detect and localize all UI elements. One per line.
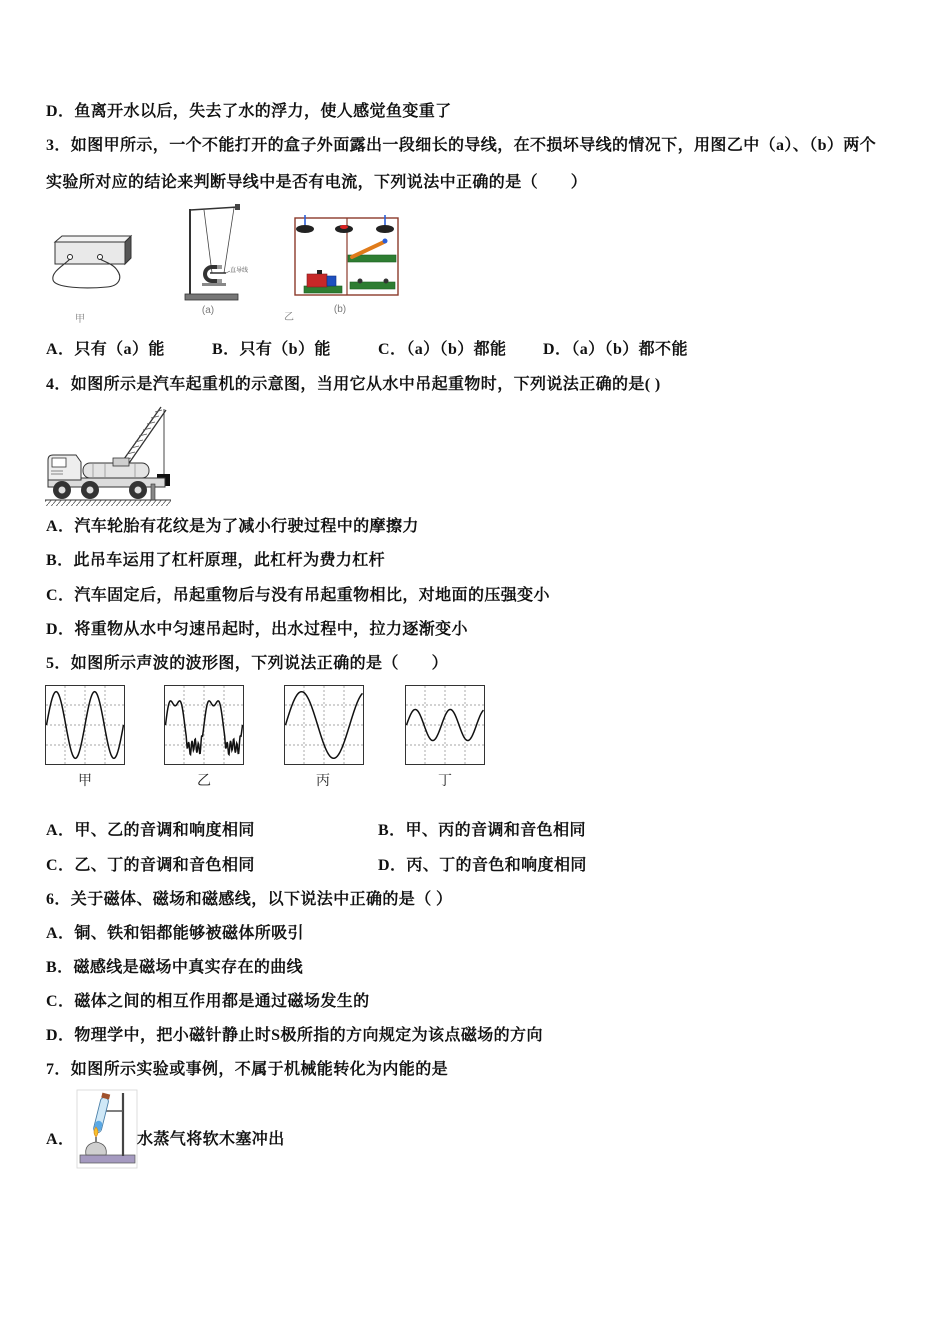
suspension-string-left — [204, 210, 212, 273]
u-magnet — [205, 267, 222, 281]
terminal-marker-middle — [340, 225, 348, 229]
suspension-string-right — [224, 208, 234, 273]
q4-option-c: C．汽车固定后，吊起重物后与没有吊起重物相比，对地面的压强变小 — [46, 587, 550, 604]
waveform-label-yi: 乙 — [197, 772, 211, 788]
lower-green-board — [350, 282, 395, 289]
box-terminal-left — [68, 255, 73, 260]
box-top-face — [55, 236, 131, 242]
stand-base — [185, 294, 238, 300]
waveform-bing — [284, 685, 364, 765]
q7-option-a-text: 水蒸气将软木塞冲出 — [137, 1131, 285, 1148]
figure-label-b: (b) — [333, 304, 347, 315]
binding-post-right — [376, 225, 394, 233]
battery-end — [327, 276, 336, 286]
wheel-middle-hub — [87, 487, 94, 494]
figure-label-yi: 乙 — [284, 312, 294, 323]
lower-post-left — [358, 279, 363, 284]
waveform-label-ding: 丁 — [438, 772, 452, 788]
waveform-yi — [164, 685, 244, 765]
q5-stem: 5．如图所示声波的波形图，下列说法正确的是（ ） — [46, 655, 449, 672]
waveform-label-jia: 甲 — [78, 772, 92, 788]
q3-option-a: A．只有（a）能 — [46, 341, 165, 358]
q5-option-a: A．甲、乙的音调和响度相同 — [46, 822, 255, 839]
crane-truck-figure — [43, 402, 175, 508]
q7-option-a-label: A． — [46, 1131, 75, 1148]
battery-terminal — [317, 270, 322, 274]
q3-option-b: B．只有（b）能 — [212, 341, 331, 358]
cab-window — [52, 458, 66, 467]
outrigger-leg — [151, 484, 155, 500]
alcohol-lamp — [86, 1142, 107, 1155]
q6-option-d: D．物理学中，把小磁针静止时S极所指的方向规定为该点磁场的方向 — [46, 1027, 543, 1044]
stand-clamp — [235, 204, 240, 210]
q7-stem: 7．如图所示实验或事例，不属于机械能转化为内能的是 — [46, 1061, 449, 1078]
magnet-platform — [202, 283, 226, 286]
steam-cork-figure — [76, 1089, 138, 1169]
stand-arm — [190, 207, 238, 210]
boom-base — [113, 458, 129, 466]
box-front-face — [55, 242, 125, 264]
stand-platform — [80, 1155, 135, 1163]
battery-body — [307, 274, 327, 287]
q6-option-a: A．铜、铁和铝都能够被磁体所吸引 — [46, 925, 304, 942]
q4-option-d: D．将重物从水中匀速吊起时，出水过程中，拉力逐渐变小 — [46, 621, 468, 638]
q2-option-d: D．鱼离开水以后，失去了水的浮力，使人感觉鱼变重了 — [46, 103, 452, 120]
wheel-rear-hub — [135, 487, 142, 494]
q4-option-b: B．此吊车运用了杠杆原理，此杠杆为费力杠杆 — [46, 552, 386, 569]
q5-option-c: C．乙、丁的音调和音色相同 — [46, 857, 255, 874]
wire-label: 直导线 — [230, 268, 249, 274]
q3-stem-line-2: 实验所对应的结论来判断导线中是否有电流，下列说法中正确的是（ ） — [46, 174, 588, 191]
waveform-frame — [406, 686, 485, 765]
ground-hatching — [45, 500, 171, 506]
q5-option-d: D．丙、丁的音色和响度相同 — [378, 857, 587, 874]
box-terminal-right — [98, 255, 103, 260]
wheel-front-hub — [59, 487, 66, 494]
boom-lower-chord — [119, 407, 161, 466]
figure-label-a: (a) — [201, 305, 215, 316]
q5-option-b: B．甲、丙的音调和音色相同 — [378, 822, 586, 839]
boom-upper-chord — [127, 410, 166, 466]
q3-stem-line-1: 3．如图甲所示，一个不能打开的盒子外面露出一段细长的导线，在不损坏导线的情况下，用图乙中（a）、（b）两个 — [46, 137, 877, 154]
lower-post-right — [384, 279, 389, 284]
q4-stem: 4．如图所示是汽车起重机的示意图，当用它从水中吊起重物时，下列说法正确的是( ) — [46, 376, 661, 393]
q6-option-c: C．磁体之间的相互作用都是通过磁场发生的 — [46, 993, 370, 1010]
q3-option-c: C．（a）（b）都能 — [378, 341, 507, 358]
binding-post-left — [296, 225, 314, 233]
u-magnet-poles — [217, 267, 222, 281]
rod-tip — [383, 239, 388, 244]
sealed-box-figure — [45, 228, 133, 296]
waveform-ding — [405, 685, 485, 765]
q6-option-b: B．磁感线是磁场中真实存在的曲线 — [46, 959, 304, 976]
q6-stem: 6．关于磁体、磁场和磁感线，以下说法中正确的是（ ） — [46, 891, 453, 908]
stand-magnet-figure — [180, 203, 249, 303]
q4-option-a: A．汽车轮胎有花纹是为了减小行驶过程中的摩擦力 — [46, 518, 419, 535]
circuit-figure — [290, 212, 402, 300]
figure-label-jia: 甲 — [75, 314, 85, 325]
q3-option-d: D．（a）（b）都不能 — [543, 341, 688, 358]
waveform-jia — [45, 685, 125, 765]
waveform-label-bing: 丙 — [316, 772, 330, 788]
